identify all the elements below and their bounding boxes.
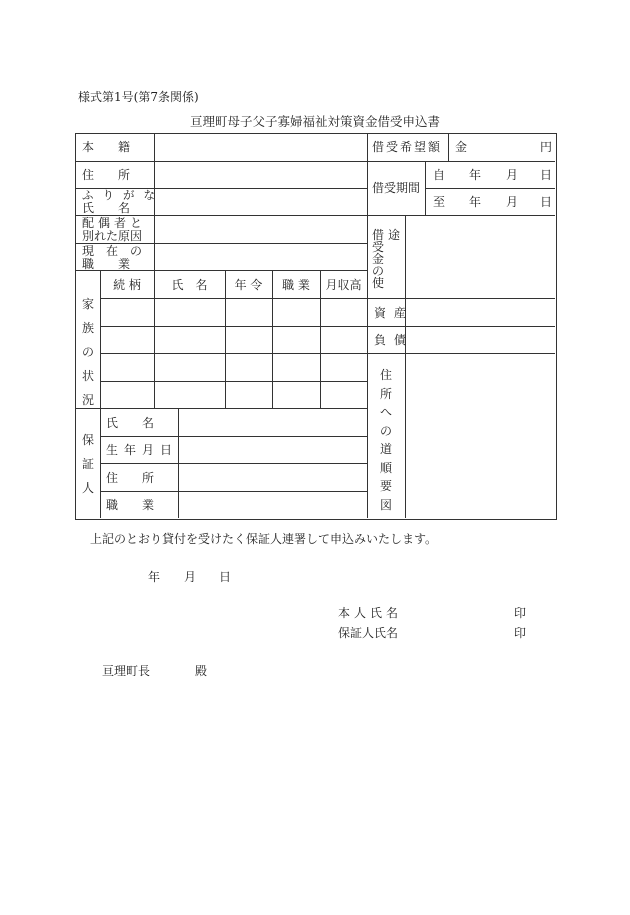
guarantor-seal: 印: [514, 626, 527, 640]
label-furigana: ふりがな: [82, 188, 164, 202]
guarantor-address-label: 住 所: [106, 471, 155, 485]
guarantor-label: 保 証 人: [81, 433, 94, 495]
family-header-name: 氏 名: [171, 278, 208, 292]
label-shimei: 氏 名: [82, 201, 131, 215]
from-year-label: 年: [469, 168, 482, 182]
debts-field[interactable]: [406, 327, 554, 352]
to-year-label: 年: [469, 195, 482, 209]
honseki-field[interactable]: [155, 134, 366, 160]
map-area[interactable]: [406, 354, 554, 517]
page-title: 亘理町母子父子寡婦福祉対策資金借受申込書: [189, 114, 440, 129]
occupation-field[interactable]: [155, 244, 366, 269]
addressee-honorific: 殿: [195, 664, 208, 678]
family-header-income: 月収高: [325, 278, 362, 292]
family-header-occupation: 職 業: [282, 278, 310, 292]
applicant-signature-label: 本人氏名: [338, 606, 403, 620]
to-day-label: 日: [540, 195, 553, 209]
date-day-label: 日: [219, 570, 232, 584]
label-genzai-1: 現 在 の: [82, 244, 143, 258]
date-month-label: 月: [184, 570, 197, 584]
assets-field[interactable]: [406, 299, 554, 325]
loan-purpose-field[interactable]: [406, 216, 554, 297]
label-jusho: 住 所: [82, 168, 131, 182]
label-genzai-2: 職 業: [82, 257, 131, 271]
assets-label: 資 産: [374, 306, 408, 320]
from-month-label: 月: [506, 168, 519, 182]
yen-label: 円: [540, 140, 553, 154]
label-honseki: 本 籍: [82, 140, 131, 154]
debts-label: 負 債: [374, 333, 408, 347]
addressee-name: 亘理町長: [102, 664, 151, 678]
kin-label: 金: [455, 140, 468, 154]
label-haigusha-1: 配偶者と: [82, 216, 147, 230]
to-month-label: 月: [506, 195, 519, 209]
family-status-label: 家 族 の 状 況: [81, 297, 94, 407]
form-number: 様式第1号(第7条関係): [78, 90, 199, 104]
label-haigusha-2: 別れた原因: [82, 229, 143, 243]
guarantor-birthdate-label: 生年月日: [106, 443, 179, 457]
from-day-label: 日: [540, 168, 553, 182]
address-field[interactable]: [155, 162, 366, 187]
family-header-age: 年 令: [234, 278, 263, 292]
date-year-label: 年: [148, 570, 161, 584]
loan-amount-label: 借受希望額: [372, 140, 443, 154]
period-from-label: 自: [433, 168, 446, 182]
family-header-relation: 続 柄: [113, 278, 141, 292]
name-field[interactable]: [155, 189, 366, 214]
guarantor-signature-label: 保証人氏名: [338, 626, 399, 640]
loan-period-label: 借受期間: [372, 181, 421, 195]
statement-text: 上記のとおり貸付を受けたく保証人連署して申込みいたします。: [90, 532, 438, 546]
map-label: 住 所 へ の 道 順 要 図: [379, 368, 392, 512]
period-to-label: 至: [433, 195, 446, 209]
separation-reason-field[interactable]: [155, 216, 366, 242]
guarantor-occupation-label: 職 業: [106, 498, 155, 512]
guarantor-name-label: 氏 名: [106, 416, 155, 430]
applicant-seal: 印: [514, 606, 527, 620]
